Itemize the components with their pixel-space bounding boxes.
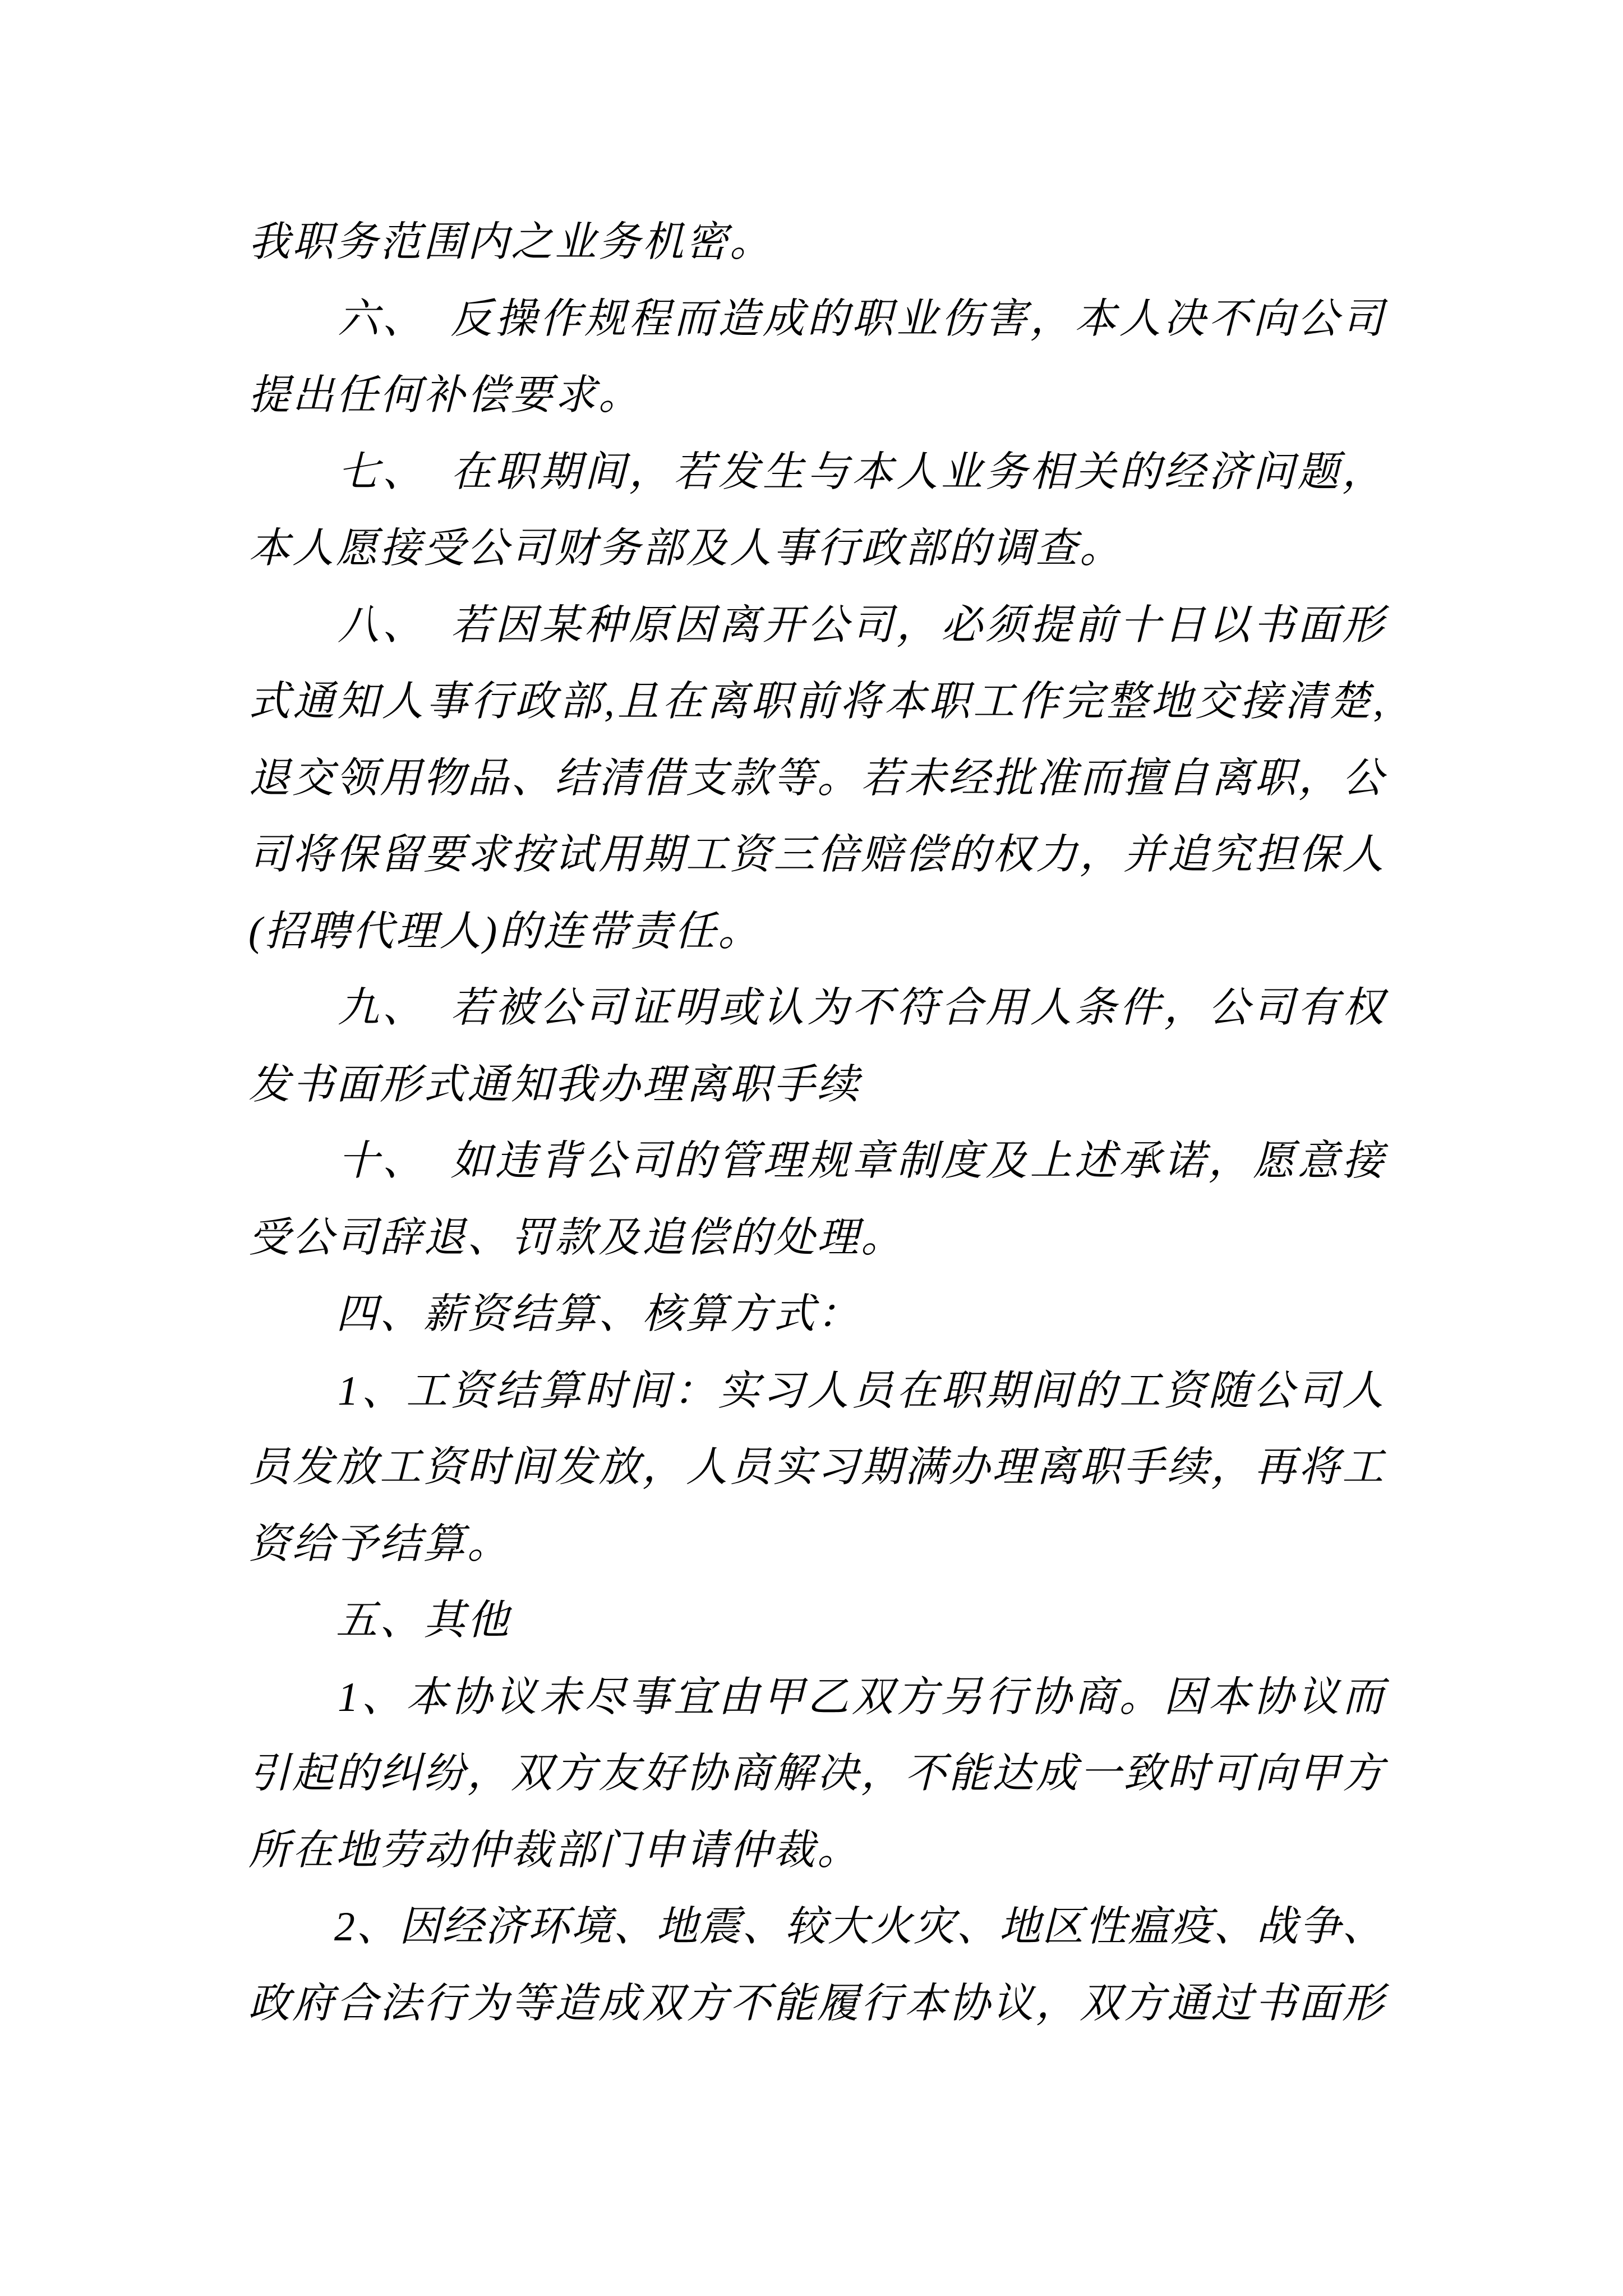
text-line: 八、 若因某种原因离开公司，必须提前十日以书面形 (248, 602, 1384, 648)
text-line: 1、工资结算时间：实习人员在职期间的工资随公司人 (248, 1368, 1384, 1414)
text-line: 所在地劳动仲裁部门申请仲裁。 (248, 1827, 861, 1874)
text-line: 五、其他 (248, 1598, 511, 1644)
text-line: 引起的纠纷，双方友好协商解决，不能达成一致时可向甲方 (248, 1751, 1384, 1797)
text-line: 四、薪资结算、核算方式： (248, 1291, 861, 1337)
text-line: 我职务范围内之业务机密。 (248, 219, 773, 265)
text-line: 资给予结算。 (248, 1521, 511, 1567)
text-line: 1、本协议未尽事宜由甲乙双方另行协商。因本协议而 (248, 1674, 1384, 1720)
text-line: 本人愿接受公司财务部及人事行政部的调查。 (248, 526, 1123, 572)
text-line: 受公司辞退、罚款及追偿的处理。 (248, 1214, 905, 1261)
text-line: 式通知人事行政部,且在离职前将本职工作完整地交接清楚, (248, 679, 1384, 725)
text-line: 2、因经济环境、地震、较大火灾、地区性瘟疫、战争、 (248, 1904, 1384, 1950)
text-line: 提出任何补偿要求。 (248, 372, 642, 418)
text-line: 七、 在职期间，若发生与本人业务相关的经济问题， (248, 449, 1384, 495)
text-line: 政府合法行为等造成双方不能履行本协议，双方通过书面形 (248, 1980, 1384, 2027)
text-line: 员发放工资时间发放，人员实习期满办理离职手续，再将工 (248, 1444, 1384, 1490)
text-line: 九、 若被公司证明或认为不符合用人条件，公司有权 (248, 985, 1384, 1031)
text-line: 司将保留要求按试用期工资三倍赔偿的权力，并追究担保人 (248, 832, 1384, 878)
text-line: 十、 如违背公司的管理规章制度及上述承诺，愿意接 (248, 1138, 1384, 1184)
text-line: (招聘代理人)的连带责任。 (248, 908, 762, 955)
text-line: 退交领用物品、结清借支款等。若未经批准而擅自离职，公 (248, 755, 1384, 802)
text-line: 发书面形式通知我办理离职手续 (248, 1061, 861, 1108)
document-text (248, 204, 1384, 2042)
text-line: 六、 反操作规程而造成的职业伤害，本人决不向公司 (248, 296, 1384, 342)
